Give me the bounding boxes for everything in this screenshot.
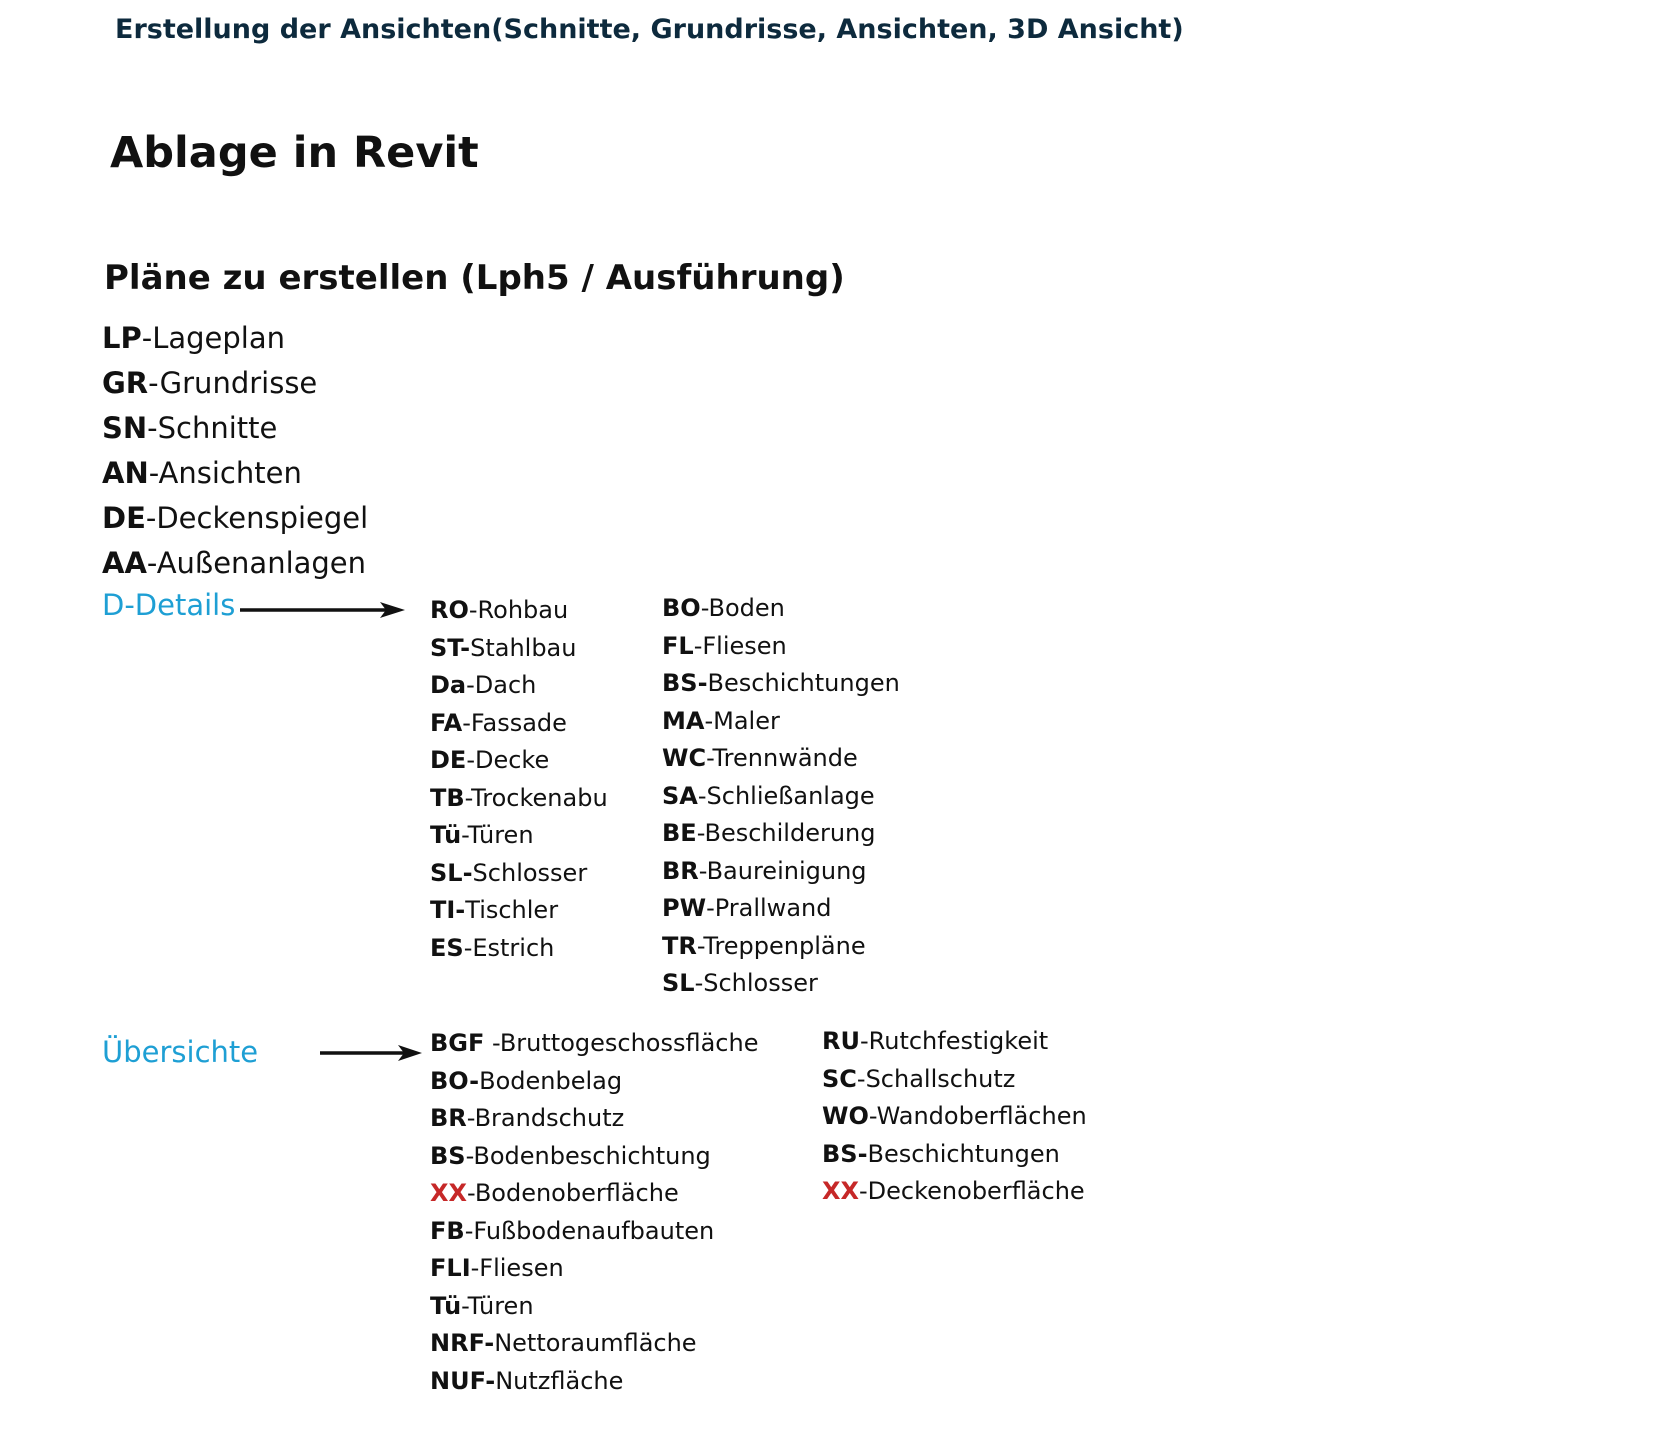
item-code: RO [430,596,469,624]
overview-item [430,1100,758,1138]
plan-type-list [102,318,368,588]
overview-item [430,1213,758,1251]
item-code: BR [430,1104,467,1132]
item-label: -Bodenoberfläche [467,1179,679,1207]
item-code: TB [430,783,465,812]
item-code: XX [822,1177,860,1205]
item-code: NUF- [430,1366,496,1395]
item-code: BS- [662,669,708,697]
item-code: NRF- [430,1329,495,1357]
item-code: Tü [430,1291,462,1320]
details-item [430,630,608,668]
item-code: BS- [822,1139,868,1168]
item-code: ST- [430,633,471,662]
item-label: -Deckenoberfläche [859,1177,1085,1205]
details-item [662,778,900,816]
item-label: -Fliesen [693,631,787,660]
item-code: SA [662,781,698,810]
overview-list-col1 [430,1025,758,1400]
plan-label: -Außenanlagen [146,546,367,580]
plan-item [102,543,368,588]
item-label: Beschichtungen [867,1139,1060,1168]
item-code: FL [662,631,694,660]
item-label: -Estrich [463,933,555,962]
overview-section-label: Übersichte [102,1035,259,1069]
item-label: -Dach [466,671,537,699]
item-label: -Treppenpläne [696,931,866,960]
overview-item [822,1023,1087,1061]
item-label: -Prallwand [706,894,832,922]
overview-item [430,1025,758,1063]
overview-item [822,1061,1087,1099]
item-code: SC [822,1064,857,1093]
plan-label: -Deckenspiegel [145,501,369,535]
item-code: BS [430,1141,466,1170]
item-code: BGF [430,1029,485,1057]
overview-item [822,1173,1087,1211]
overview-item [430,1250,758,1288]
item-label: -Schallschutz [856,1064,1016,1093]
item-label: Nettoraumfläche [494,1329,697,1357]
overview-item [430,1325,758,1363]
item-code: Tü [430,821,462,849]
details-item [662,815,900,853]
details-item [662,628,900,666]
details-item [662,703,900,741]
details-item [662,853,900,891]
item-label: Nutzfläche [495,1366,624,1395]
plan-item [102,408,368,453]
item-label: -Trockenabu [464,783,608,812]
plan-code: SN [102,411,148,445]
plan-label: -Lageplan [141,321,285,355]
item-label: -Fliesen [470,1254,564,1282]
item-label: -Wandoberflächen [868,1102,1087,1130]
right-arrow-icon [320,1043,422,1063]
item-label: -Maler [704,706,780,735]
overview-item [430,1363,758,1401]
item-label: -Baureinigung [698,856,867,885]
details-item [430,592,608,630]
item-label: -Fassade [462,708,567,737]
overview-item [430,1063,758,1101]
item-label: -Schließanlage [697,781,875,810]
item-label: -Beschilderung [696,819,876,847]
item-code: TR [662,931,697,960]
overview-item [822,1098,1087,1136]
details-item [662,965,900,1003]
item-label: -Bruttogeschossfläche [484,1029,759,1057]
overview-item [822,1136,1087,1174]
details-item [430,817,608,855]
item-code: BR [662,856,699,885]
details-list-col2 [662,590,900,1003]
item-code: XX [430,1179,468,1207]
item-label: Tischler [465,896,559,924]
details-item [662,665,900,703]
plans-heading: Pläne zu erstellen (Lph5 / Ausführung) [104,258,845,298]
item-code: BO- [430,1066,480,1095]
plan-code: AN [102,456,149,490]
item-code: BE [662,819,697,847]
item-label: -Schlosser [694,969,818,997]
item-code: WC [662,744,707,772]
details-item [430,780,608,818]
overview-list-col2 [822,1023,1087,1211]
item-code: PW [662,894,707,922]
item-code: ES [430,933,464,962]
item-code: FLI [430,1254,471,1282]
details-item [430,667,608,705]
item-code: RU [822,1027,860,1055]
item-label: -Türen [461,821,534,849]
item-label: Stahlbau [470,633,577,662]
details-item [430,892,608,930]
item-code: DE [430,746,467,774]
item-label: -Trennwände [706,744,858,772]
document-title: Erstellung der Ansichten(Schnitte, Grundrisse, Ansichten, 3D Ansicht) [115,14,1184,45]
details-item [662,890,900,928]
overview-item [430,1288,758,1326]
plan-item [102,318,368,363]
plan-code: DE [102,501,146,535]
details-section-label: D-Details [102,588,236,622]
right-arrow-icon [240,600,405,620]
section-title-ablage: Ablage in Revit [110,128,479,178]
item-label: -Brandschutz [466,1104,625,1132]
plan-code: LP [102,321,142,355]
item-label: -Bodenbeschichtung [465,1141,711,1170]
plan-item [102,453,368,498]
item-code: WO [822,1102,869,1130]
item-code: FB [430,1216,465,1245]
plan-label: -Schnitte [147,411,278,445]
item-label: -Rutchfestigkeit [859,1027,1049,1055]
item-label: Schlosser [472,858,588,887]
overview-item [430,1138,758,1176]
details-item [662,928,900,966]
item-code: BO [662,594,701,622]
details-item [430,742,608,780]
item-code: Da [430,671,467,699]
item-label: -Türen [461,1291,534,1320]
item-code: SL [662,969,695,997]
item-label: -Rohbau [468,596,569,624]
plan-item [102,363,368,408]
plan-item [102,498,368,543]
overview-item [430,1175,758,1213]
plan-code: AA [102,546,147,580]
item-label: Bodenbelag [479,1066,623,1095]
item-code: FA [430,708,463,737]
item-label: -Fußbodenaufbauten [464,1216,715,1245]
details-item [430,705,608,743]
item-code: SL- [430,858,473,887]
item-label: Beschichtungen [707,669,900,697]
item-code: TI- [430,896,466,924]
item-label: -Boden [700,594,785,622]
details-item [662,590,900,628]
item-label: -Decke [466,746,550,774]
details-list-col1 [430,592,608,967]
details-item [430,930,608,968]
plan-code: GR [102,366,149,400]
details-item [662,740,900,778]
plan-label: -Grundrisse [148,366,318,400]
plan-label: -Ansichten [148,456,302,490]
item-code: MA [662,706,705,735]
details-item [430,855,608,893]
